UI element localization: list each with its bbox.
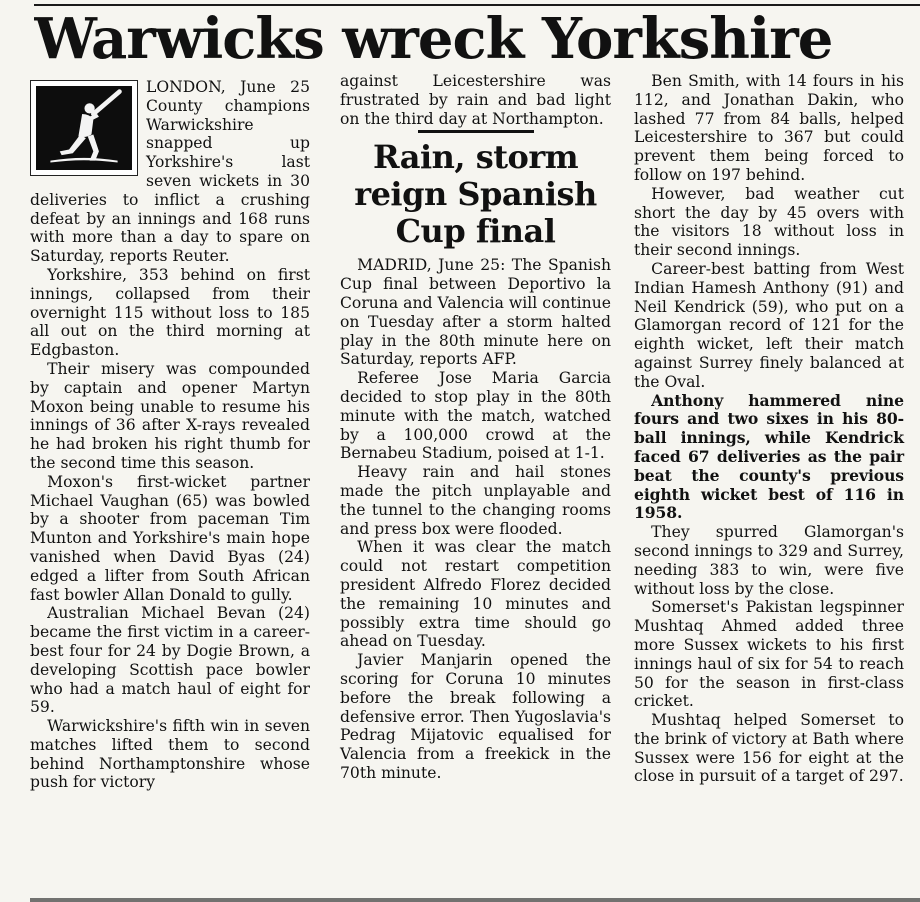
- column-2: [340, 72, 611, 783]
- col1-lead-text: June 25 County champions Warwickshire snapped up Yorkshire's last seven wickets in 30 deliveries to inflict a crushing defeat by an innings and 168 runs with more than a day to spare on Saturday, reports Reuter.: [30, 78, 310, 266]
- col2-continuation: against Leicestershire was frustrated by rain and bad light on the third day at Northampton.: [340, 72, 611, 128]
- col1-paragraph-6: Warwickshire's fifth win in seven matches lifted them to second behind Northamptonshire whose push for victory: [30, 717, 310, 792]
- col3-paragraph-4-bold: Anthony hammered nine fours and two sixes in his 80-ball innings, while Kendrick faced 67 deliveries as the pair beat the county's previous eighth wicket best of 116 in 1958.: [634, 390, 904, 523]
- col3-paragraph-7: Mushtaq helped Somerset to the brink of victory at Bath where Sussex were 156 for eight at the close in pursuit of a target of 297.: [634, 711, 904, 786]
- col2-paragraph-5: Javier Manjarin opened the scoring for Coruna 10 minutes before the break following a defensive error. Then Yugoslavia's Pedrag Mijatovic equalised for Valencia from a freekick in the 70th minute.: [340, 651, 611, 782]
- subheadline: Rain, storm reign Spanish Cup final: [354, 138, 597, 251]
- col3-paragraph-6: Somerset's Pakistan legspinner Mushtaq Ahmed added three more Sussex wickets to his first innings haul of six for 54 to reach 50 for the season in first-class cricket.: [634, 598, 904, 711]
- headline: Warwicks wreck Yorkshire: [34, 6, 833, 72]
- dateline-city: LONDON,: [146, 78, 226, 96]
- col1-paragraph-5: Australian Michael Bevan (24) became the first victim in a career-best four for 24 by Dogie Brown, a developing Scottish pace bowler who had a match haul of eight for 59.: [30, 604, 310, 717]
- col1-paragraph-2: Yorkshire, 353 behind on first innings, collapsed from their overnight 115 without loss to 185 all out on the third morning at Edgbaston.: [30, 265, 310, 360]
- col3-paragraph-5: They spurred Glamorgan's second innings to 329 and Surrey, needing 383 to win, were five without loss by the close.: [634, 523, 904, 598]
- col3-paragraph-1: Ben Smith, with 14 fours in his 112, and Jonathan Dakin, who lashed 77 from 84 balls, helped Leicestershire to 367 but could prevent them being forced to follow on 197 behind.: [634, 72, 904, 184]
- col2-paragraph-1: MADRID, June 25: The Spanish Cup final between Deportivo la Coruna and Valencia will continue on Tuesday after a storm halted play in the 80th minute here on Saturday, reports AFP.: [340, 256, 611, 369]
- bottom-rule: [30, 898, 920, 902]
- column-1: [30, 78, 310, 792]
- col1-paragraph-4: Moxon's first-wicket partner Michael Vaughan (65) was bowled by a shooter from paceman Tim Munton and Yorkshire's main hope vanished when David Byas (24) edged a lifter from South African fast bowler Allan Donald to gully.: [30, 472, 310, 604]
- col1-paragraph-3: Their misery was compounded by captain and opener Martyn Moxon being unable to resume his innings of 36 after X-rays revealed he had broken his right thumb for the second time this season.: [30, 359, 310, 472]
- cricket-batsman-icon: [30, 80, 138, 176]
- cricket-batsman-graphic: [36, 86, 132, 170]
- col2-paragraph-4: When it was clear the match could not restart competition president Alfredo Florez decided the remaining 10 minutes and possibly extra time should go ahead on Tuesday.: [340, 538, 611, 651]
- col2-paragraph-2: Referee Jose Maria Garcia decided to stop play in the 80th minute with the match, watched by a 100,000 crowd at the Bernabeu Stadium, poised at 1-1.: [340, 369, 611, 463]
- section-divider: [418, 130, 534, 133]
- col2-paragraph-3: Heavy rain and hail stones made the pitch unplayable and the tunnel to the changing rooms and press box were flooded.: [340, 463, 611, 538]
- col3-paragraph-3: Career-best batting from West Indian Hamesh Anthony (91) and Neil Kendrick (59), who put on a Glamorgan record of 121 for the eighth wicket, left their match against Surrey finely balanced at the Oval.: [634, 259, 904, 391]
- column-3: [634, 72, 904, 786]
- col3-paragraph-2: However, bad weather cut short the day by 45 overs with the visitors 18 without loss in their second innings.: [634, 184, 904, 260]
